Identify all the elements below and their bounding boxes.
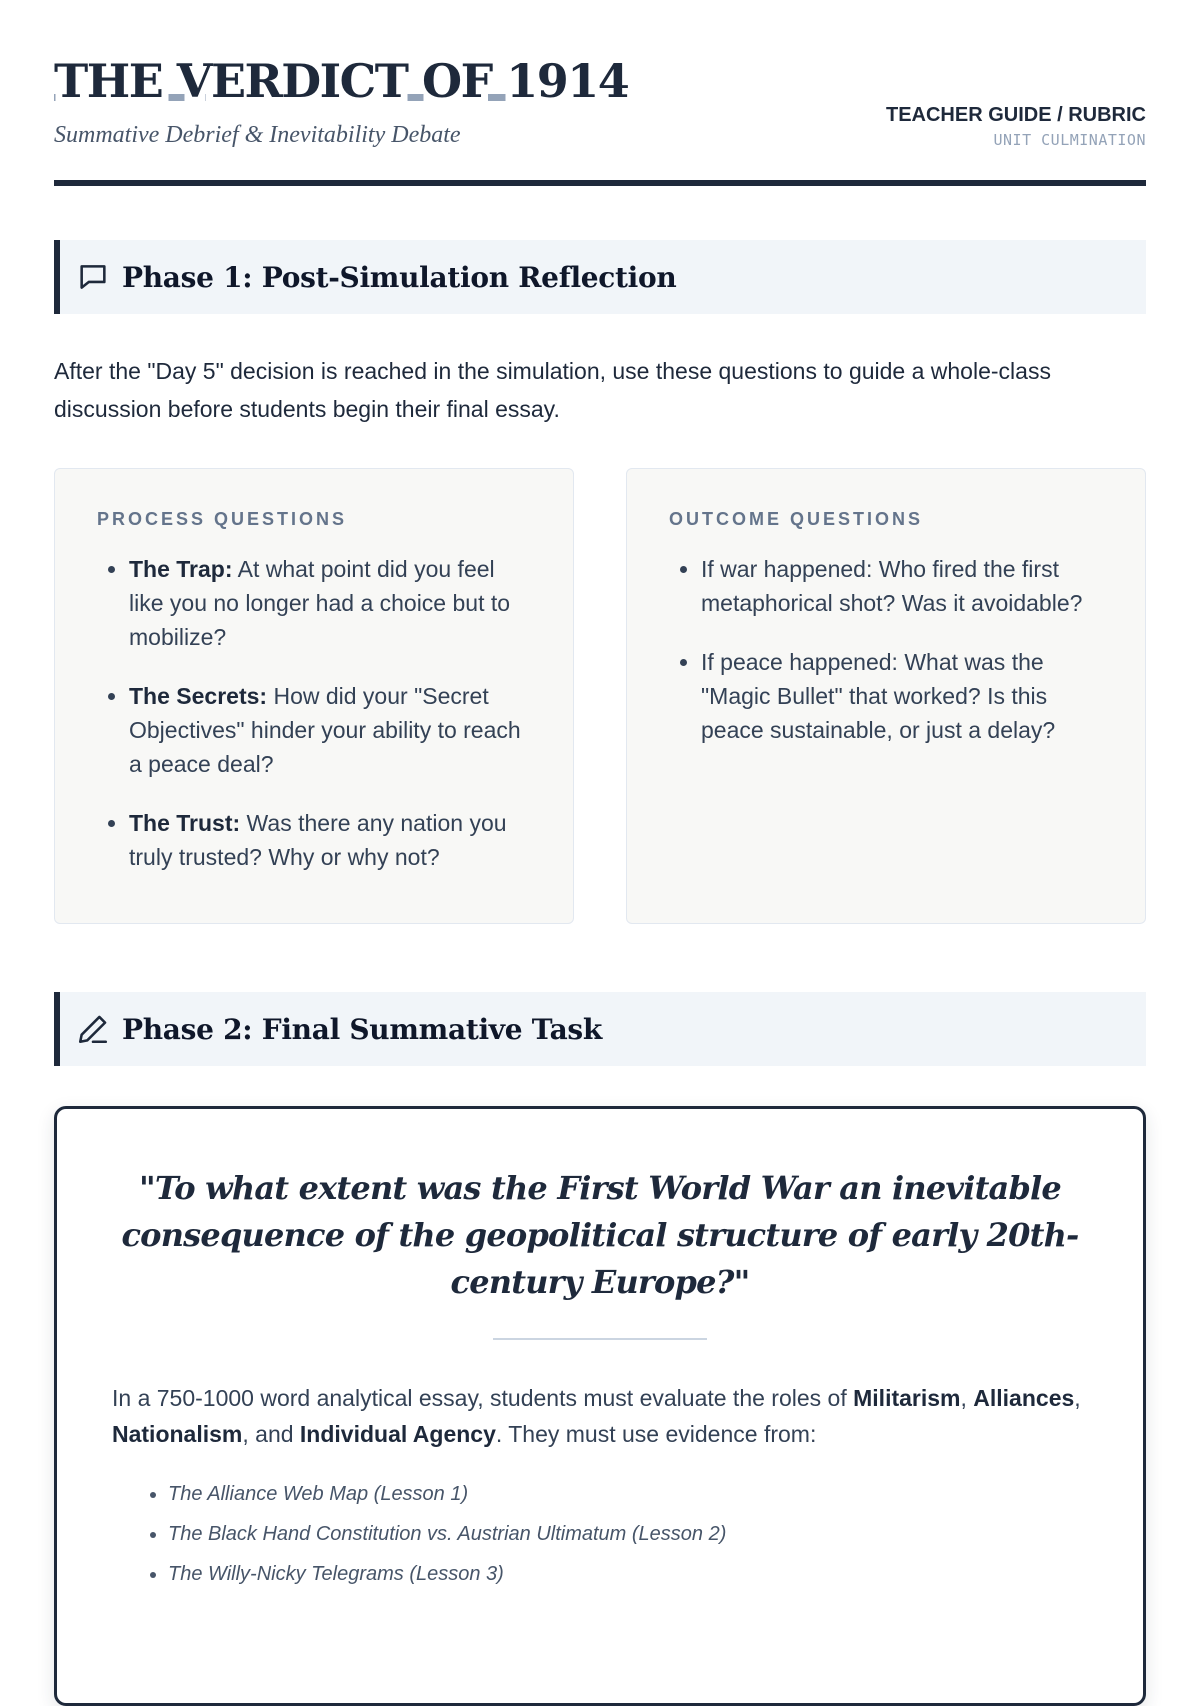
- page-title: THE VERDICT OF 1914: [54, 54, 629, 108]
- outcome-questions-title: OUTCOME QUESTIONS: [669, 509, 924, 529]
- task-text: In a 750-1000 word analytical essay, students must evaluate the roles of: [112, 1385, 854, 1411]
- task-text: , and: [242, 1421, 300, 1447]
- process-questions-list: [95, 552, 533, 874]
- process-questions-title: PROCESS QUESTIONS: [97, 509, 348, 529]
- pencil-icon: [76, 1012, 110, 1046]
- document-type: TEACHER GUIDE / RUBRIC: [885, 104, 1146, 126]
- task-description: [112, 1380, 1088, 1452]
- phase-2-title: Phase 2: Final Summative Task: [122, 1012, 602, 1046]
- list-item: [129, 679, 533, 781]
- factor-militarism: Militarism: [853, 1385, 961, 1411]
- question-text: At what point did you feel like you no longer had a choice but to mobilize?: [129, 556, 511, 650]
- document-subtype: UNIT CULMINATION: [993, 131, 1146, 149]
- question-label: The Secrets:: [129, 683, 268, 709]
- question-label: The Trust:: [129, 810, 241, 836]
- list-item: [129, 806, 533, 874]
- question-label: The Trap:: [129, 556, 233, 582]
- source-item: • The Willy-Nicky Telegrams (Lesson 3): [168, 1554, 1088, 1594]
- phase-1-header: [54, 240, 1146, 314]
- process-questions-card: [54, 468, 574, 924]
- divider: [493, 1338, 707, 1340]
- list-item: • If war happened: Who fired the first metaphorical shot? Was it avoidable?: [701, 552, 1105, 620]
- phase-1-intro: After the "Day 5" decision is reached in the simulation, use these questions to guide a whole-class discussion before students begin their final essay.: [54, 358, 1051, 422]
- factor-alliances: Alliances: [973, 1385, 1075, 1411]
- source-item: • The Black Hand Constitution vs. Austrian Ultimatum (Lesson 2): [168, 1514, 1088, 1554]
- task-text: . They must use evidence from:: [495, 1421, 817, 1447]
- question-text: Was there any nation you truly trusted? Why or why not?: [129, 810, 507, 870]
- essay-question: "To what extent was the First World War an inevitable consequence of the geopolitical structure of early 20th-century Europe?": [121, 1169, 1079, 1301]
- page-subtitle: Summative Debrief & Inevitability Debate: [54, 122, 461, 148]
- task-text: ,: [960, 1385, 974, 1411]
- phase-2-header: [54, 992, 1146, 1066]
- question-text: How did your "Secret Objectives" hinder your ability to reach a peace deal?: [129, 683, 521, 777]
- list-item: • If peace happened: What was the "Magic Bullet" that worked? Is this peace sustainable, or just a delay?: [701, 645, 1105, 747]
- factor-individual-agency: Individual Agency: [299, 1421, 496, 1447]
- source-item: • The Alliance Web Map (Lesson 1): [168, 1474, 1088, 1514]
- page-header: [54, 0, 1146, 186]
- summative-task-box: [54, 1106, 1146, 1706]
- outcome-questions-card: [626, 468, 1146, 924]
- evidence-sources-list: [112, 1474, 1088, 1594]
- list-item: [129, 552, 533, 654]
- phase-1-title: Phase 1: Post-Simulation Reflection: [122, 260, 677, 294]
- outcome-questions-list: [667, 552, 1105, 747]
- question-cards: [54, 468, 1146, 924]
- factor-nationalism: Nationalism: [112, 1421, 243, 1447]
- task-text: ,: [1074, 1385, 1081, 1411]
- speech-bubble-icon: [76, 260, 110, 294]
